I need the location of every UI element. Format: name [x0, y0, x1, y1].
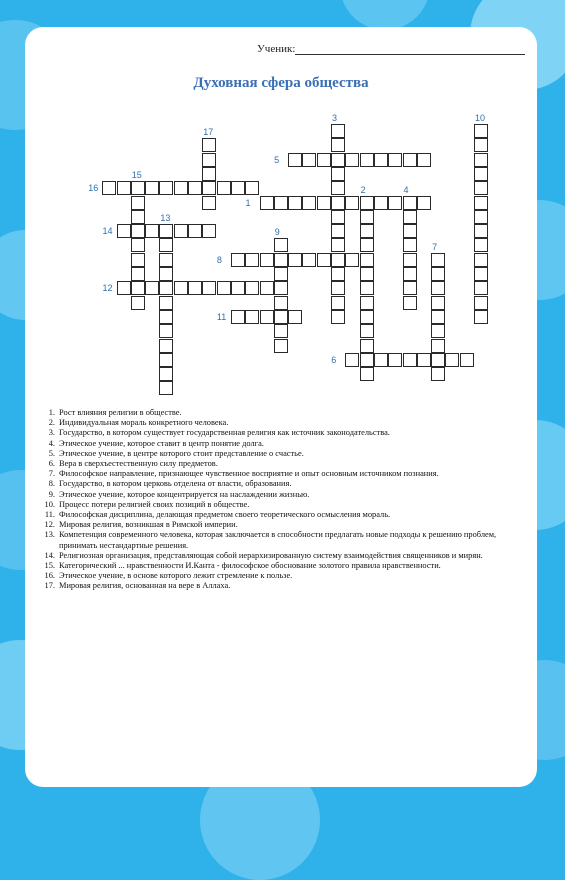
crossword-cell[interactable]: [274, 253, 288, 267]
crossword-cell[interactable]: [403, 353, 417, 367]
crossword-cell[interactable]: [302, 253, 316, 267]
crossword-cell[interactable]: [288, 196, 302, 210]
crossword-cell[interactable]: [331, 210, 345, 224]
crossword-cell[interactable]: [360, 367, 374, 381]
crossword-cell[interactable]: [217, 181, 231, 195]
crossword-cell[interactable]: [202, 138, 216, 152]
crossword-cell[interactable]: [431, 267, 445, 281]
crossword-cell[interactable]: [403, 267, 417, 281]
crossword-cell[interactable]: [431, 339, 445, 353]
crossword-cell[interactable]: [360, 310, 374, 324]
crossword-cell[interactable]: [331, 296, 345, 310]
crossword-cell[interactable]: [274, 196, 288, 210]
crossword-cell[interactable]: [131, 281, 145, 295]
clue-number: 15.: [44, 561, 55, 571]
clue-number: 11.: [44, 510, 55, 520]
crossword-cell[interactable]: [231, 310, 245, 324]
crossword-cell[interactable]: [403, 253, 417, 267]
clue-number-label: 4: [403, 184, 409, 195]
crossword-cell[interactable]: [131, 196, 145, 210]
clue-list: [39, 408, 509, 592]
clue-text: Категорический ... нравственности И.Канта - философское обоснование золотого правила нравственности.: [59, 561, 441, 571]
clue-item: [39, 530, 509, 550]
clue-item: [39, 500, 509, 510]
crossword-cell[interactable]: [145, 224, 159, 238]
clue-text: Компетенция современного человека, которая заключается в способности предлагать новые подходы к решению проблем, принимать нестандартные решения.: [59, 530, 497, 550]
crossword-cell[interactable]: [302, 153, 316, 167]
crossword-cell[interactable]: [331, 281, 345, 295]
crossword-cell[interactable]: [360, 153, 374, 167]
crossword-cell[interactable]: [159, 367, 173, 381]
crossword-cell[interactable]: [302, 196, 316, 210]
crossword-cell[interactable]: [445, 353, 459, 367]
clue-text: Религиозная организация, представляющая собой иерархизированную систему взаимодействия священников и мирян.: [59, 550, 483, 560]
crossword-cell[interactable]: [159, 310, 173, 324]
crossword-cell[interactable]: [431, 296, 445, 310]
clue-number: 1.: [48, 408, 55, 417]
crossword-cell[interactable]: [159, 339, 173, 353]
crossword-cell[interactable]: [345, 253, 359, 267]
crossword-cell[interactable]: [331, 124, 345, 138]
clue-item: [39, 469, 509, 479]
clue-number-label: 10: [475, 113, 486, 123]
crossword-cell[interactable]: [474, 281, 488, 295]
clue-item: [39, 551, 509, 561]
clue-number: 5.: [48, 448, 55, 458]
clue-item: [39, 479, 509, 489]
crossword-cell[interactable]: [474, 138, 488, 152]
crossword-cell[interactable]: [360, 353, 374, 367]
crossword-cell[interactable]: [231, 281, 245, 295]
crossword-cell[interactable]: [174, 281, 188, 295]
crossword-cell[interactable]: [202, 196, 216, 210]
crossword-cell[interactable]: [360, 253, 374, 267]
crossword-cell[interactable]: [317, 253, 331, 267]
crossword-cell[interactable]: [360, 339, 374, 353]
crossword-cell[interactable]: [288, 253, 302, 267]
clue-number-label: 2: [360, 184, 366, 195]
crossword-cell[interactable]: [474, 181, 488, 195]
crossword-cell[interactable]: [403, 281, 417, 295]
crossword-cell[interactable]: [145, 281, 159, 295]
clue-number: 13.: [44, 530, 55, 540]
crossword-cell[interactable]: [360, 324, 374, 338]
clue-text: Мировая религия, возникшая в Римской империи.: [59, 520, 238, 530]
clue-item: [39, 459, 509, 469]
clue-item: [39, 571, 509, 581]
crossword-cell[interactable]: [360, 238, 374, 252]
crossword-cell[interactable]: [431, 353, 445, 367]
crossword-cell[interactable]: [231, 181, 245, 195]
crossword-cell[interactable]: [245, 181, 259, 195]
crossword-cell[interactable]: [360, 224, 374, 238]
crossword-cell[interactable]: [274, 296, 288, 310]
crossword-cell[interactable]: [388, 153, 402, 167]
crossword-cell[interactable]: [145, 181, 159, 195]
crossword-cell[interactable]: [159, 281, 173, 295]
crossword-cell[interactable]: [117, 224, 131, 238]
crossword-cell[interactable]: [202, 281, 216, 295]
crossword-cell[interactable]: [202, 181, 216, 195]
crossword-cell[interactable]: [288, 310, 302, 324]
clue-number-label: 13: [160, 213, 171, 224]
crossword-cell[interactable]: [231, 253, 245, 267]
crossword-cell[interactable]: [317, 196, 331, 210]
crossword-cell[interactable]: [188, 181, 202, 195]
crossword-cell[interactable]: [188, 281, 202, 295]
crossword-cell[interactable]: [131, 210, 145, 224]
crossword-cell[interactable]: [474, 196, 488, 210]
clue-number-label: 6: [331, 354, 337, 365]
crossword-cell[interactable]: [288, 153, 302, 167]
crossword-cell[interactable]: [417, 196, 431, 210]
clue-text: Процесс потери религией своих позиций в обществе.: [59, 499, 250, 509]
clue-number-label: 17: [203, 127, 214, 138]
crossword-cell[interactable]: [274, 310, 288, 324]
crossword-cell[interactable]: [159, 296, 173, 310]
crossword-cell[interactable]: [331, 181, 345, 195]
crossword-cell[interactable]: [131, 253, 145, 267]
crossword-cell[interactable]: [345, 153, 359, 167]
crossword-cell[interactable]: [202, 153, 216, 167]
clue-number-label: 1: [245, 197, 251, 208]
crossword-cell[interactable]: [474, 167, 488, 181]
clue-number-label: 12: [102, 283, 113, 294]
crossword-cell[interactable]: [274, 324, 288, 338]
clue-item: [39, 408, 509, 418]
crossword-cell[interactable]: [360, 296, 374, 310]
crossword-cell[interactable]: [460, 353, 474, 367]
crossword-cell[interactable]: [474, 210, 488, 224]
clue-text: Индивидуальная мораль конкретного человека.: [59, 418, 229, 428]
crossword-cell[interactable]: [260, 281, 274, 295]
crossword-cell[interactable]: [417, 353, 431, 367]
crossword-cell[interactable]: [159, 267, 173, 281]
crossword-cell[interactable]: [345, 353, 359, 367]
crossword-cell[interactable]: [403, 296, 417, 310]
crossword-cell[interactable]: [260, 253, 274, 267]
clue-item: [39, 428, 509, 438]
crossword-cell[interactable]: [331, 196, 345, 210]
clue-number: 2.: [48, 418, 55, 428]
clue-number: 12.: [44, 520, 55, 530]
crossword-cell[interactable]: [159, 253, 173, 267]
crossword-cell[interactable]: [431, 310, 445, 324]
crossword-cell[interactable]: [403, 196, 417, 210]
clue-number: 10.: [44, 499, 55, 509]
crossword-cell[interactable]: [474, 238, 488, 252]
clue-item: [39, 581, 509, 591]
clue-text: Этическое учение, в центре которого стоит представление о счастье.: [59, 448, 304, 458]
crossword-cell[interactable]: [117, 181, 131, 195]
crossword-cell[interactable]: [431, 324, 445, 338]
crossword-cell[interactable]: [317, 153, 331, 167]
clue-number-label: 15: [131, 170, 142, 181]
crossword-cell[interactable]: [431, 253, 445, 267]
clue-number: 17.: [44, 581, 55, 591]
crossword-cell[interactable]: [202, 167, 216, 181]
crossword-cell[interactable]: [159, 381, 173, 395]
student-name-line: [295, 43, 525, 55]
crossword-cell[interactable]: [474, 153, 488, 167]
clue-text: Этическое учение, которое концентрируется на наслаждении жизнью.: [59, 489, 310, 499]
crossword-cell[interactable]: [274, 281, 288, 295]
crossword-cell[interactable]: [331, 310, 345, 324]
crossword-cell[interactable]: [388, 196, 402, 210]
crossword-cell[interactable]: [474, 296, 488, 310]
crossword-cell[interactable]: [159, 181, 173, 195]
crossword-cell[interactable]: [331, 238, 345, 252]
crossword-cell[interactable]: [131, 296, 145, 310]
crossword-cell[interactable]: [131, 267, 145, 281]
crossword-cell[interactable]: [403, 210, 417, 224]
clue-number-label: 16: [88, 183, 99, 194]
crossword-cell[interactable]: [131, 224, 145, 238]
crossword-cell[interactable]: [474, 253, 488, 267]
clue-item: [39, 510, 509, 520]
clue-item: [39, 418, 509, 428]
crossword-cell[interactable]: [331, 138, 345, 152]
crossword-cell[interactable]: [374, 153, 388, 167]
student-name-field[interactable]: [257, 43, 525, 55]
crossword-cell[interactable]: [245, 310, 259, 324]
clue-text: Этическое учение, которое ставит в центр понятие долга.: [59, 438, 264, 448]
crossword-cell[interactable]: [159, 324, 173, 338]
background-bubble: [340, 0, 430, 30]
crossword-cell[interactable]: [331, 224, 345, 238]
crossword-cell[interactable]: [274, 238, 288, 252]
crossword-cell[interactable]: [202, 224, 216, 238]
crossword-cell[interactable]: [360, 281, 374, 295]
clue-item: [39, 490, 509, 500]
clue-text: Философское направление, признающее чувственное восприятие и опыт основным источником познания.: [59, 469, 439, 479]
clue-number-label: 3: [332, 113, 338, 123]
crossword-cell[interactable]: [331, 167, 345, 181]
crossword-cell[interactable]: [431, 281, 445, 295]
crossword-cell[interactable]: [131, 238, 145, 252]
crossword-cell[interactable]: [374, 196, 388, 210]
clue-item: [39, 439, 509, 449]
crossword-cell[interactable]: [217, 281, 231, 295]
crossword-cell[interactable]: [431, 367, 445, 381]
clue-number: 7.: [48, 469, 55, 479]
crossword-cell[interactable]: [360, 196, 374, 210]
crossword-cell[interactable]: [474, 310, 488, 324]
clue-number: 8.: [48, 479, 55, 489]
crossword-cell[interactable]: [403, 238, 417, 252]
clue-number: 3.: [48, 428, 55, 438]
crossword-cell[interactable]: [374, 353, 388, 367]
clue-number: 9.: [48, 489, 55, 499]
crossword-cell[interactable]: [331, 153, 345, 167]
clue-number-label: 9: [274, 227, 280, 238]
crossword-cell[interactable]: [117, 281, 131, 295]
clue-item: [39, 561, 509, 571]
crossword-cell[interactable]: [474, 267, 488, 281]
clue-text: Государство, в котором церковь отделена от власти, образования.: [59, 479, 292, 489]
clue-text: Вера в сверхъестественную силу предметов.: [59, 459, 218, 469]
clue-number-label: 5: [274, 154, 280, 165]
crossword-cell[interactable]: [403, 224, 417, 238]
crossword-cell[interactable]: [331, 253, 345, 267]
crossword-cell[interactable]: [245, 253, 259, 267]
crossword-cell[interactable]: [159, 224, 173, 238]
clue-number: 4.: [48, 438, 55, 448]
clue-number: 16.: [44, 571, 55, 581]
clue-text: Философская дисциплина, делающая предметом своего теоретического осмысления мораль.: [59, 510, 391, 520]
crossword-cell[interactable]: [174, 181, 188, 195]
crossword-cell[interactable]: [188, 224, 202, 238]
crossword-cell[interactable]: [159, 238, 173, 252]
crossword-cell[interactable]: [360, 267, 374, 281]
clue-text: Этическое учение, в основе которого лежит стремление к пользе.: [59, 571, 293, 581]
clue-text: Государство, в котором существует государственная религия как источник законодательства.: [59, 428, 390, 438]
clue-item: [39, 520, 509, 530]
crossword-cell[interactable]: [388, 353, 402, 367]
page-title: Духовная сфера общества: [193, 75, 369, 91]
crossword-cell[interactable]: [274, 339, 288, 353]
clue-text: Рост влияния религии в обществе.: [59, 408, 182, 417]
clue-item: [39, 449, 509, 459]
clue-number: 14.: [44, 550, 55, 560]
crossword-cell[interactable]: [474, 224, 488, 238]
clue-number-label: 14: [102, 226, 113, 237]
crossword-cell[interactable]: [102, 181, 116, 195]
clue-number: 6.: [48, 459, 55, 469]
crossword-cell[interactable]: [245, 281, 259, 295]
clue-text: Мировая религия, основанная на вере в Аллаха.: [59, 581, 231, 591]
student-label: Ученик:: [257, 43, 296, 55]
crossword-cell[interactable]: [174, 224, 188, 238]
clue-number-label: 8: [216, 254, 222, 265]
crossword-cell[interactable]: [417, 153, 431, 167]
crossword-cell[interactable]: [403, 153, 417, 167]
crossword-cell[interactable]: [131, 181, 145, 195]
crossword-cell[interactable]: [159, 353, 173, 367]
crossword-cell[interactable]: [474, 124, 488, 138]
clue-number-label: 11: [216, 311, 227, 322]
worksheet: [25, 27, 537, 787]
clue-number-label: 7: [432, 241, 438, 252]
crossword-cell[interactable]: [345, 196, 359, 210]
crossword-cell[interactable]: [331, 267, 345, 281]
crossword-cell[interactable]: [260, 310, 274, 324]
crossword-cell[interactable]: [274, 267, 288, 281]
crossword-cell[interactable]: [360, 210, 374, 224]
crossword-cell[interactable]: [260, 196, 274, 210]
